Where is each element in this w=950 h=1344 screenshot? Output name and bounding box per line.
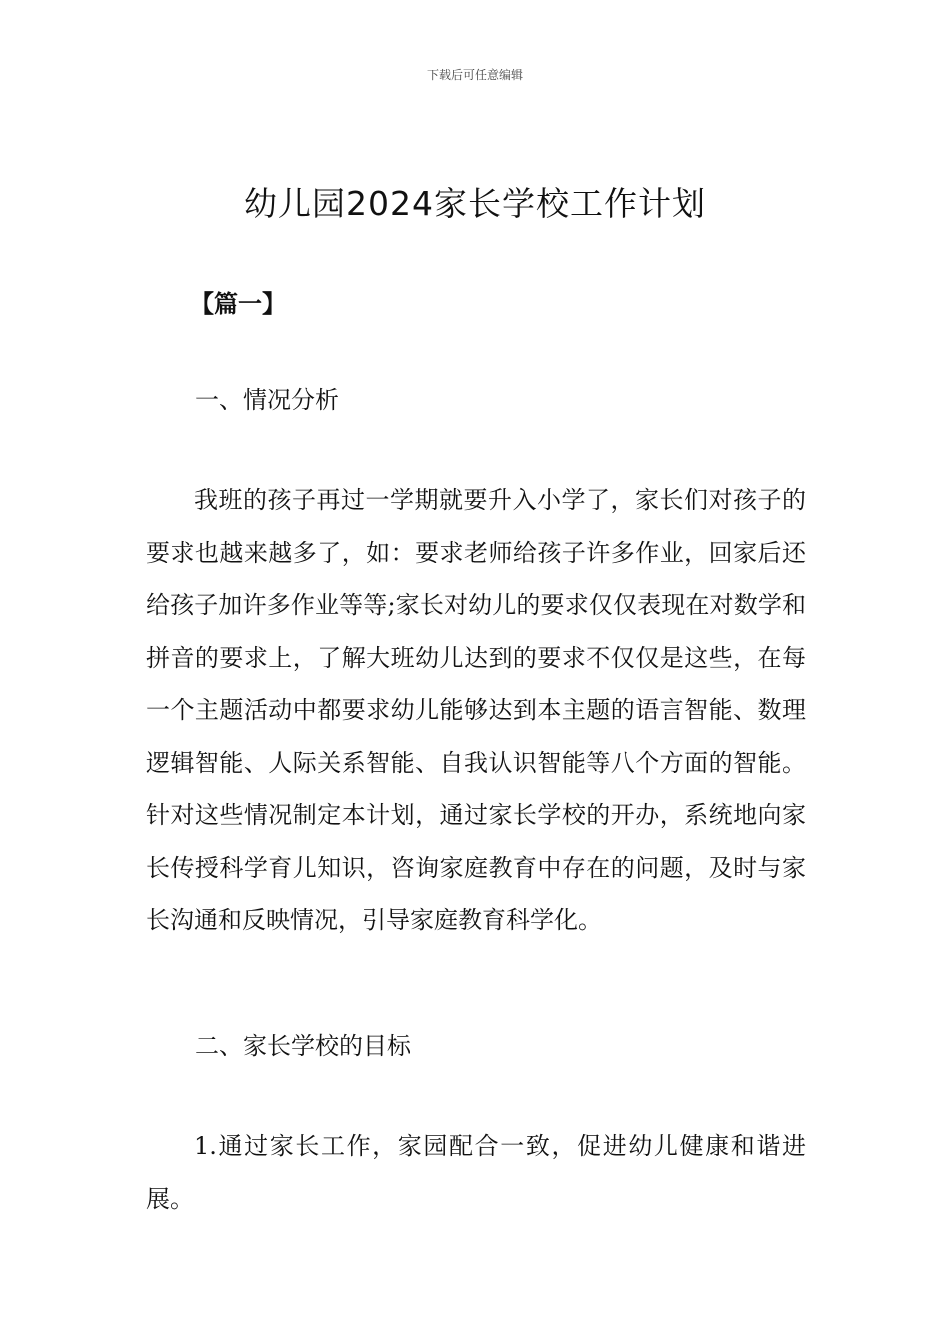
- header-note: 下载后可任意编辑: [426, 68, 523, 82]
- heading-situation-analysis: 一、情况分析: [195, 386, 339, 414]
- document-title: 幼儿园2024家长学校工作计划: [244, 184, 706, 223]
- paragraph-goal-1: 1.通过家长工作，家园配合一致，促进幼儿健康和谐进展。: [146, 1132, 806, 1213]
- section-label: 【篇一】: [190, 290, 286, 318]
- paragraph-situation-analysis: 我班的孩子再过一学期就要升入小学了，家长们对孩子的要求也越来越多了，如：要求老师给孩子许多作业，回家后还给孩子加许多作业等等;家长对幼儿的要求仅仅表现在对数学和拼音的要求上，了解大班幼儿达到的要求不仅仅是这些，在每一个主题活动中都要求幼儿能够达到本主题的语言智能、数理逻辑智能、人际关系智能、自我认识智能等八个方面的智能。针对这些情况制定本计划，通过家长学校的开办，系统地向家长传授科学育儿知识，咨询家庭教育中存在的问题，及时与家长沟通和反映情况，引导家庭教育科学化。: [146, 486, 806, 934]
- heading-school-goals: 二、家长学校的目标: [195, 1032, 411, 1060]
